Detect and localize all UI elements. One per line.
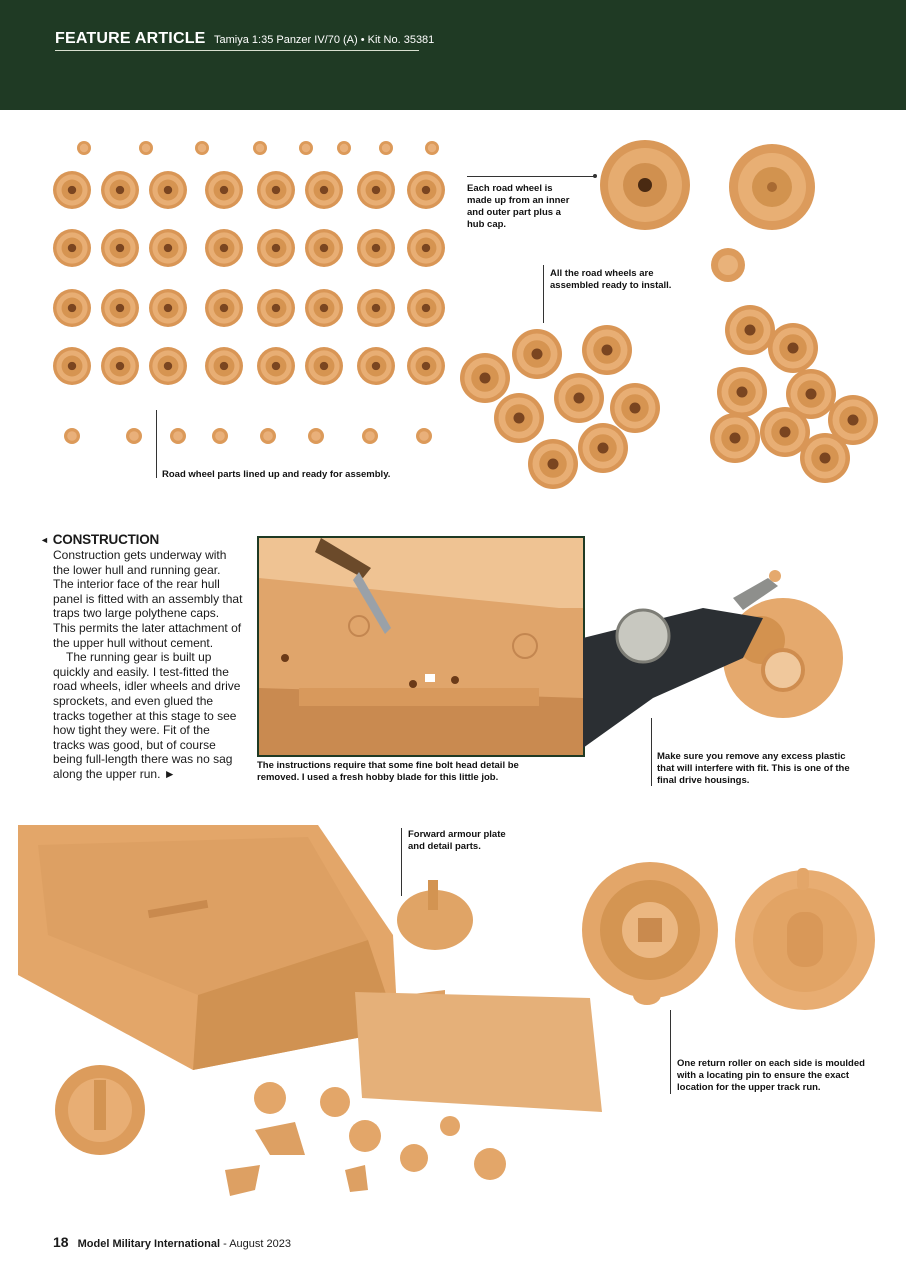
assembled-wheels-image xyxy=(455,300,885,495)
wheel-part xyxy=(305,289,343,327)
section-marker-icon: ◄ xyxy=(40,535,49,545)
wheel-part xyxy=(149,289,187,327)
wheel-part xyxy=(305,171,343,209)
wheel-part xyxy=(53,229,91,267)
wheel-part xyxy=(53,171,91,209)
wheel-part xyxy=(149,347,187,385)
leader-each-road-wheel xyxy=(467,176,595,177)
photo-wheel-parts xyxy=(40,130,460,460)
wheel-part xyxy=(357,347,395,385)
wheel-part xyxy=(205,229,243,267)
wheel-part xyxy=(357,171,395,209)
wheel-part xyxy=(407,229,445,267)
section-heading xyxy=(40,532,159,547)
wheel-part xyxy=(212,428,228,444)
wheel-part xyxy=(512,329,562,379)
wheel-part xyxy=(149,171,187,209)
wheel-part xyxy=(582,325,632,375)
wheel-part xyxy=(610,383,660,433)
kit-subtitle: Tamiya 1:35 Panzer IV/70 (A) • Kit No. 35381 xyxy=(214,34,435,46)
leader-all-road-wheels xyxy=(543,265,544,323)
construction-body xyxy=(53,548,243,782)
section-title: CONSTRUCTION xyxy=(52,532,160,547)
page-number: 18 xyxy=(53,1234,69,1250)
wheel-part xyxy=(101,347,139,385)
wheel-part xyxy=(528,439,578,489)
wheel-part xyxy=(717,367,767,417)
leader-return-roller xyxy=(670,1010,671,1094)
wheel-part xyxy=(257,171,295,209)
wheel-part xyxy=(407,171,445,209)
wheel-part xyxy=(101,171,139,209)
wheel-part xyxy=(77,141,91,155)
wheel-part xyxy=(800,433,850,483)
wheel-part xyxy=(337,141,351,155)
wheel-part xyxy=(416,428,432,444)
leader-excess-plastic xyxy=(651,718,652,786)
wheel-part xyxy=(139,141,153,155)
blade-hull-image xyxy=(259,538,583,755)
wheel-part xyxy=(305,229,343,267)
wheel-part xyxy=(205,289,243,327)
photo-assembled-wheels xyxy=(455,300,885,495)
caption-excess-plastic: Make sure you remove any excess plastic that will interfere with fit. This is one of the final drive housings. xyxy=(657,751,850,786)
wheel-part xyxy=(64,428,80,444)
photo-return-rollers xyxy=(575,860,885,1010)
paragraph: The running gear is built up quickly and easily. I test-fitted the road wheels, idler wheels and drive sprockets, and even glued the tracks together at this stage to see how tight they were. Fit of the tracks was good, but of course being full-length there was no sag along the upper run. ► xyxy=(53,650,241,781)
wheel-part xyxy=(195,141,209,155)
photo-cutters xyxy=(583,548,906,748)
paragraph: Construction gets underway with the lower hull and running gear. The interior face of the rear hull panel is fitted with an assembly that traps two large polythene caps. This permits the later attachment of the upper hull without cement. xyxy=(53,548,243,650)
caption-each-road-wheel: Each road wheel is made up from an inner and outer part plus a hub cap. xyxy=(467,183,570,230)
wheel-part xyxy=(53,289,91,327)
page-header xyxy=(55,30,434,48)
wheel-part xyxy=(253,141,267,155)
photo-blade-hull xyxy=(257,536,585,757)
wheel-part xyxy=(170,428,186,444)
wheel-part xyxy=(554,373,604,423)
caption-road-wheel-parts: Road wheel parts lined up and ready for assembly. xyxy=(162,469,391,480)
leader-forward-armour xyxy=(401,828,402,896)
wheel-part xyxy=(407,347,445,385)
wheel-part xyxy=(425,141,439,155)
wheel-part xyxy=(257,229,295,267)
wheel-part xyxy=(101,229,139,267)
wheel-part xyxy=(710,413,760,463)
wheel-part xyxy=(407,289,445,327)
wheel-halves-image xyxy=(590,135,830,285)
wheel-part xyxy=(578,423,628,473)
wheel-part xyxy=(257,289,295,327)
wheel-part xyxy=(768,323,818,373)
wheel-part xyxy=(379,141,393,155)
caption-bolt-head: The instructions require that some fine bolt head detail be removed. I used a fresh hobby blade for this little job. xyxy=(257,760,519,783)
wheel-part xyxy=(260,428,276,444)
wheel-part xyxy=(299,141,313,155)
wheel-part xyxy=(205,347,243,385)
caption-all-road-wheels: All the road wheels are assembled ready to install. xyxy=(550,268,672,291)
header-band xyxy=(0,0,906,110)
caption-return-roller: One return roller on each side is moulded with a locating pin to ensure the exact location for the upper track run. xyxy=(677,1058,865,1093)
wheel-part xyxy=(305,347,343,385)
header-rule xyxy=(55,50,419,51)
wheel-part xyxy=(357,289,395,327)
wheel-part xyxy=(357,229,395,267)
wheel-part xyxy=(149,229,187,267)
return-rollers-image xyxy=(575,860,885,1010)
wheel-part xyxy=(308,428,324,444)
feature-label: FEATURE ARTICLE xyxy=(55,30,206,47)
caption-forward-armour: Forward armour plate and detail parts. xyxy=(408,829,506,852)
magazine-name: Model Military International xyxy=(77,1238,221,1250)
wheel-part xyxy=(257,347,295,385)
leader-dot-each-road-wheel xyxy=(593,174,597,178)
wheel-part xyxy=(101,289,139,327)
wheel-part xyxy=(205,171,243,209)
wheel-part xyxy=(725,305,775,355)
page-footer xyxy=(53,1234,291,1250)
wheel-parts-image xyxy=(40,130,460,460)
armour-parts-image xyxy=(50,880,610,1200)
wheel-part xyxy=(126,428,142,444)
wheel-part xyxy=(362,428,378,444)
wheel-part xyxy=(53,347,91,385)
cutters-image xyxy=(583,548,906,748)
wheel-part xyxy=(460,353,510,403)
photo-wheel-halves xyxy=(590,135,830,285)
issue-date: - August 2023 xyxy=(223,1238,291,1250)
wheel-part xyxy=(494,393,544,443)
photo-armour-parts xyxy=(50,880,610,1200)
leader-road-wheel-parts xyxy=(156,410,157,478)
